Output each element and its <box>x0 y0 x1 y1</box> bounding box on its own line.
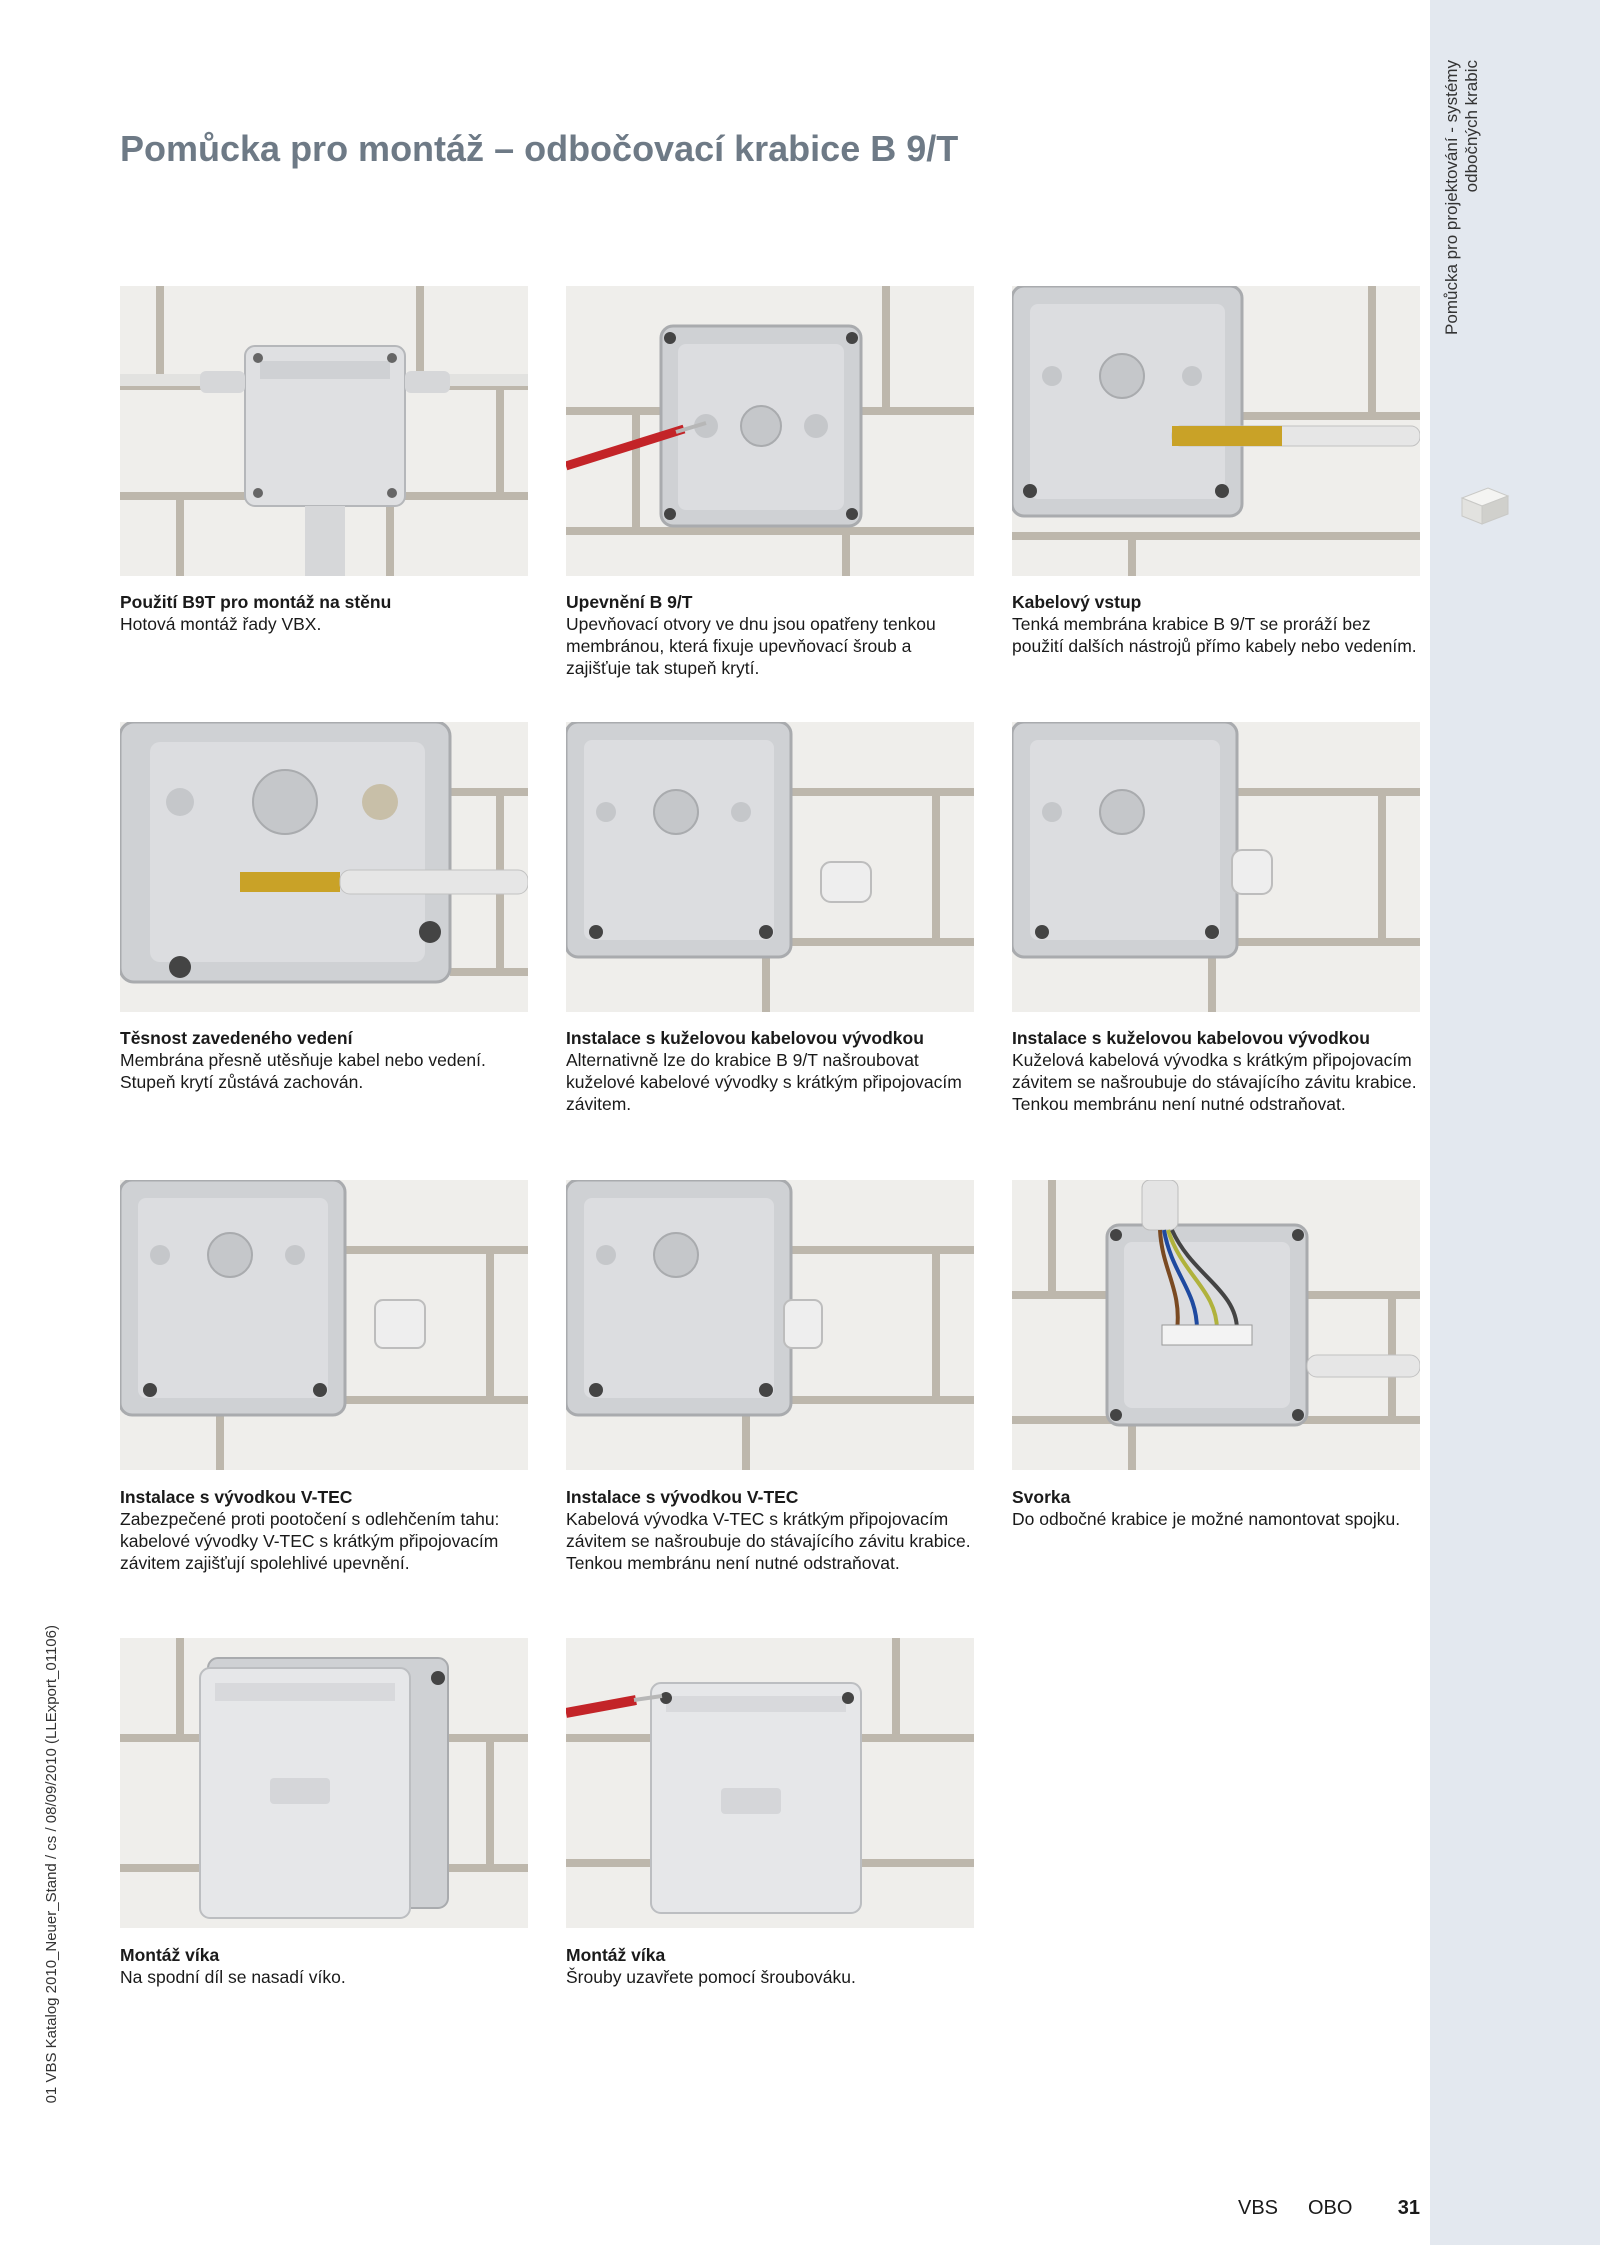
caption-text: Hotová montáž řady VBX. <box>120 614 322 634</box>
footer-brand-obo: OBO <box>1308 2196 1353 2219</box>
page-footer <box>1238 2193 1420 2223</box>
photo-mounted-box-closed <box>120 286 528 576</box>
caption-text: Šrouby uzavřete pomocí šroubováku. <box>566 1967 856 1987</box>
sidebar-title <box>1442 60 1482 420</box>
photo-box-cable-entry <box>1012 286 1420 576</box>
caption-11 <box>566 1944 974 1988</box>
caption-text: Alternativně lze do krabice B 9/T našroubovat kuželové kabelové vývodky s krátkým připojovacím závitem. <box>566 1050 962 1114</box>
caption-heading: Instalace s vývodkou V-TEC <box>120 1487 353 1507</box>
caption-text: Upevňovací otvory ve dnu jsou opatřeny tenkou membránou, která fixuje upevňovací šroub a zajišťuje tak stupeň krytí. <box>566 614 936 678</box>
caption-text: Kabelová vývodka V-TEC s krátkým připojovacím závitem se našroubuje do stávajícího závitu krabice. Tenkou membránu není nutné odstraňovat. <box>566 1509 971 1573</box>
caption-1 <box>120 591 528 635</box>
caption-heading: Montáž víka <box>566 1945 666 1965</box>
photo-box-terminal-wiring <box>1012 1180 1420 1470</box>
photo-box-cone-gland-fitted <box>1012 722 1420 1012</box>
caption-text: Na spodní díl se nasadí víko. <box>120 1967 346 1987</box>
caption-5 <box>566 1027 974 1115</box>
caption-heading: Kabelový vstup <box>1012 592 1142 612</box>
photo-box-base-screwdriver <box>566 286 974 576</box>
caption-7 <box>120 1486 528 1574</box>
caption-text: Tenká membrána krabice B 9/T se proráží bez použití dalších nástrojů přímo kabely nebo vedením. <box>1012 614 1417 656</box>
caption-4 <box>120 1027 528 1093</box>
photo-box-lid-placing <box>120 1638 528 1928</box>
caption-3 <box>1012 591 1420 657</box>
page-number: 31 <box>1397 2196 1420 2219</box>
caption-heading: Instalace s kuželovou kabelovou vývodkou <box>566 1028 924 1048</box>
photo-box-cable-sealed <box>120 722 528 1012</box>
photo-box-vtec-loose <box>120 1180 528 1470</box>
print-edge-note <box>40 1625 70 2105</box>
caption-text: Do odbočné krabice je možné namontovat spojku. <box>1012 1509 1401 1529</box>
caption-heading: Montáž víka <box>120 1945 220 1965</box>
caption-2 <box>566 591 974 679</box>
caption-heading: Upevnění B 9/T <box>566 592 693 612</box>
footer-brand-vbs: VBS <box>1238 2196 1279 2219</box>
caption-8 <box>566 1486 974 1574</box>
caption-9 <box>1012 1486 1420 1530</box>
page-title: Pomůcka pro montáž – odbočovací krabice B 9/T <box>120 128 959 169</box>
junction-box-icon <box>1458 480 1512 528</box>
print-edge-note-text: 01 VBS Katalog 2010_Neuer_Stand / cs / 08/09/2010 (LLExport_01106) <box>43 1625 60 2104</box>
caption-heading: Instalace s kuželovou kabelovou vývodkou <box>1012 1028 1370 1048</box>
caption-heading: Svorka <box>1012 1487 1071 1507</box>
photo-box-cone-gland-loose <box>566 722 974 1012</box>
caption-text: Zabezpečené proti pootočení s odlehčením tahu: kabelové vývodky V-TEC s krátkým připojovacím závitem zajišťují spolehlivé upevnění. <box>120 1509 500 1573</box>
caption-6 <box>1012 1027 1420 1115</box>
caption-heading: Instalace s vývodkou V-TEC <box>566 1487 799 1507</box>
caption-text: Membrána přesně utěsňuje kabel nebo vedení. Stupeň krytí zůstává zachován. <box>120 1050 486 1092</box>
sidebar-title-text: Pomůcka pro projektování - systémy odbočných krabic <box>1442 60 1481 335</box>
photo-box-lid-screwing <box>566 1638 974 1928</box>
caption-text: Kuželová kabelová vývodka s krátkým připojovacím závitem se našroubuje do stávajícího závitu krabice. Tenkou membránu není nutné odstraňovat. <box>1012 1050 1417 1114</box>
caption-10 <box>120 1944 528 1988</box>
photo-box-vtec-fitted <box>566 1180 974 1470</box>
caption-heading: Těsnost zavedeného vedení <box>120 1028 353 1048</box>
caption-heading: Použití B9T pro montáž na stěnu <box>120 592 392 612</box>
